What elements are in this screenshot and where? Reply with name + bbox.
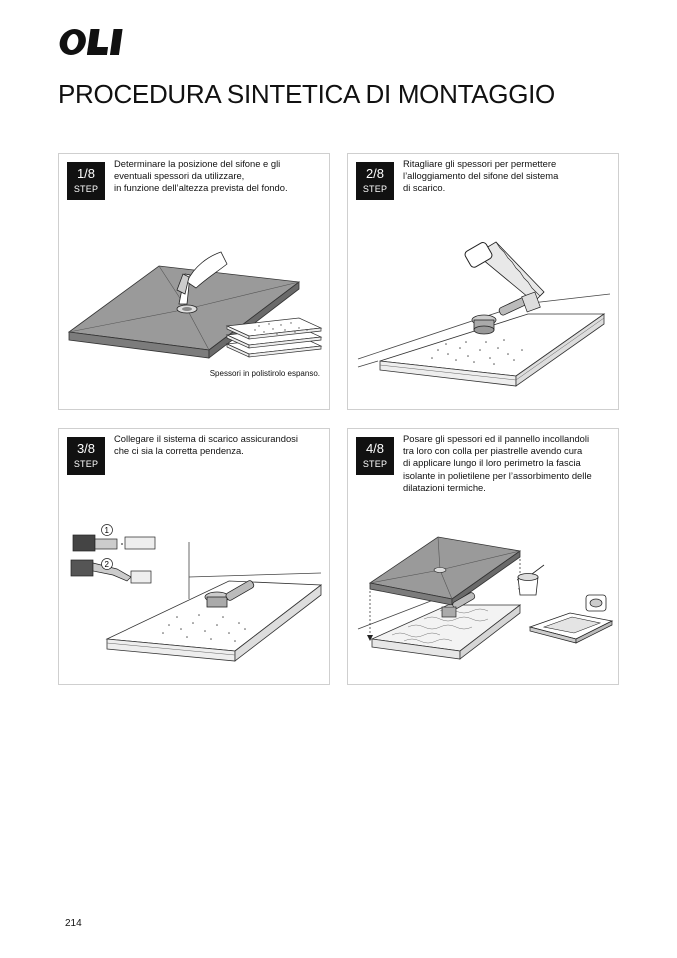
page-number: 214: [65, 918, 82, 929]
step-number: 4/8: [365, 441, 385, 456]
step-number: 3/8: [76, 441, 96, 456]
step-description-2: Ritagliare gli spessori per permettere l’alloggiamento del sifone del sistema di scarico.: [403, 158, 559, 194]
step-panel-2: [347, 153, 619, 410]
step-panel-4: [347, 428, 619, 685]
step-description-3: Collegare il sistema di scarico assicurandosi che ci sia la corretta pendenza.: [114, 433, 298, 457]
step-label: STEP: [73, 459, 99, 469]
oli-logo: [58, 26, 128, 58]
step-badge-3: [67, 437, 105, 475]
step-badge-1: [67, 162, 105, 200]
step-description-4: Posare gli spessori ed il pannello incollandoli tra loro con colla per piastrelle avendo cura di applicare lungo il loro perimetro la fascia isolante in polietilene per l’assorbimento delle dilatazioni termiche.: [403, 433, 592, 493]
callout-2: 2: [104, 560, 109, 569]
step-badge-2: [356, 162, 394, 200]
step-description-1: Determinare la posizione del sifone e gli eventuali spessori da utilizzare, in funzione dell’altezza prevista del fondo.: [114, 158, 288, 194]
step-panel-1: [58, 153, 330, 410]
step-panel-3: [58, 428, 330, 685]
step-label: STEP: [362, 459, 388, 469]
step-label: STEP: [362, 184, 388, 194]
page-title: PROCEDURA SINTETICA DI MONTAGGIO: [58, 79, 555, 109]
step-number: 1/8: [76, 166, 96, 181]
callout-1: 1: [104, 526, 109, 535]
illustration-caption: Spessori in polistirolo espanso.: [209, 369, 320, 378]
step-label: STEP: [73, 184, 99, 194]
step-number: 2/8: [365, 166, 385, 181]
step-badge-4: [356, 437, 394, 475]
